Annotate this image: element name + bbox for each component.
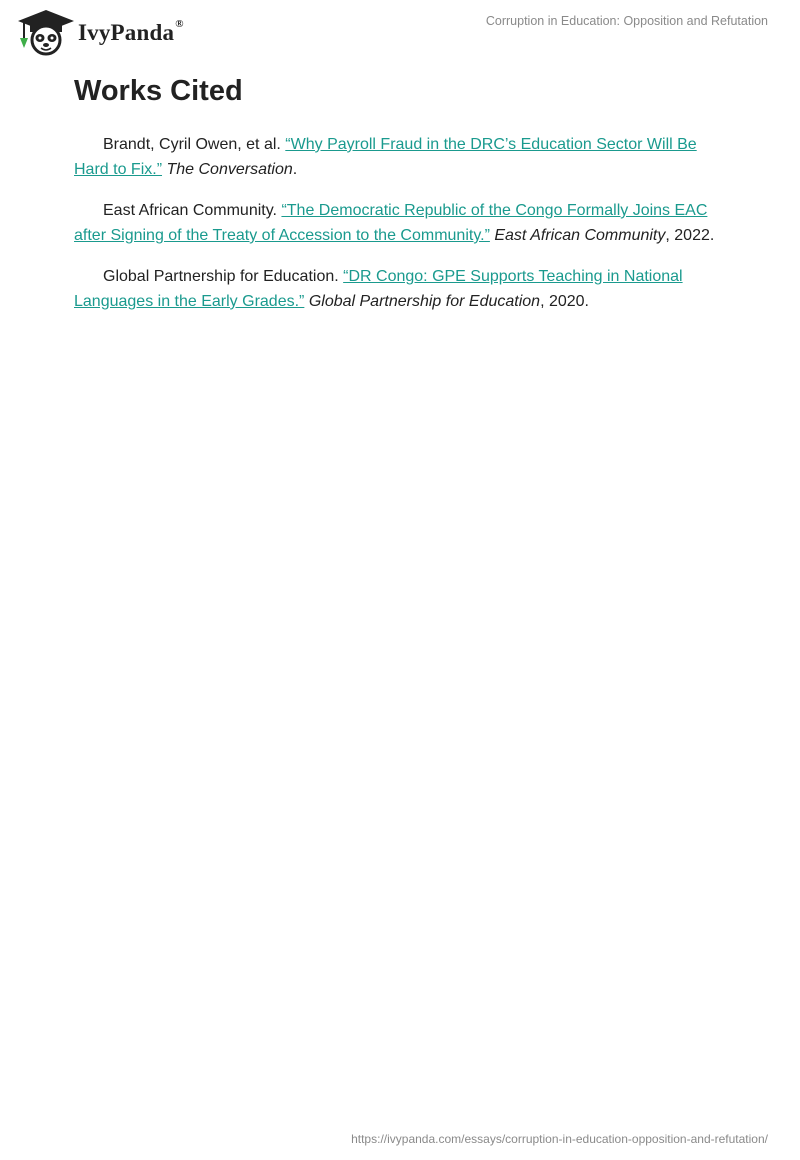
panda-graduate-icon [16, 8, 76, 56]
citation-author: East African Community. [103, 202, 282, 219]
citation-container: The Conversation [166, 161, 293, 178]
citation-link[interactable]: “The Democratic Republic of the Congo Formally Joins EAC after Signing of the Treaty of Accession to the Community.” [74, 202, 708, 244]
footer-url[interactable]: https://ivypanda.com/essays/corruption-in-education-opposition-and-refutation/ [351, 1132, 768, 1146]
page-header [0, 0, 800, 60]
brand-name: IvyPanda® [78, 18, 184, 45]
ivypanda-logo[interactable] [16, 8, 184, 56]
citation-tail: . [292, 161, 298, 178]
citation-link[interactable]: “Why Payroll Fraud in the DRC’s Education Sector Will Be Hard to Fix.” [74, 136, 697, 178]
citation-container: East African Community [494, 227, 666, 244]
citation-link[interactable]: “DR Congo: GPE Supports Teaching in National Languages in the Early Grades.” [74, 268, 683, 310]
running-title: Corruption in Education: Opposition and Refutation [485, 14, 768, 28]
citation-entry [74, 132, 734, 182]
registered-mark: ® [175, 18, 184, 30]
page-title: Works Cited [74, 75, 243, 107]
citation-author: Global Partnership for Education. [103, 268, 344, 285]
citation-tail: , 2022. [665, 227, 715, 244]
citation-entry [74, 264, 734, 314]
citation-tail: , 2020. [540, 293, 589, 310]
citation-container: Global Partnership for Education [308, 293, 541, 310]
citation-entry [74, 198, 734, 248]
citation-author: Brandt, Cyril Owen, et al. [103, 136, 286, 153]
works-cited-section [74, 72, 734, 330]
